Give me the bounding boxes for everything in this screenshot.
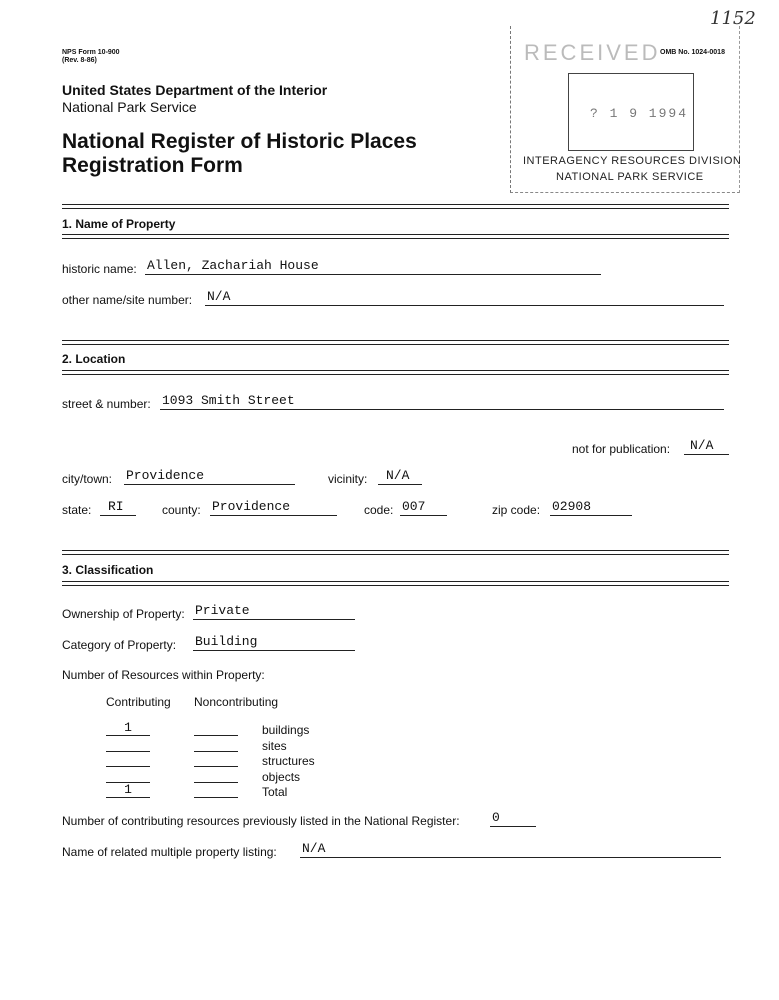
other-name-value: N/A <box>207 289 231 304</box>
department-name: United States Department of the Interior <box>62 82 328 98</box>
category-value: Building <box>195 634 258 649</box>
noncontributing-sites-field[interactable] <box>194 737 238 752</box>
resource-label-total: Total <box>262 785 288 799</box>
section-divider <box>62 581 729 586</box>
contributing-header: Contributing <box>106 695 171 709</box>
resource-label-structures: structures <box>262 754 315 768</box>
city-label: city/town: <box>62 472 113 486</box>
code-label: code: <box>364 503 394 517</box>
category-field[interactable] <box>193 634 355 651</box>
section-divider <box>62 340 729 345</box>
noncontributing-objects-field[interactable] <box>194 768 238 783</box>
contributing-buildings-field[interactable] <box>106 721 150 736</box>
vicinity-value: N/A <box>386 468 410 483</box>
historic-name-field[interactable] <box>145 258 601 275</box>
contributing-total-value: 1 <box>124 782 132 797</box>
multiple-listing-value: N/A <box>302 841 326 856</box>
omb-number: OMB No. 1024-0018 <box>660 49 725 56</box>
noncontributing-buildings-field[interactable] <box>194 721 238 736</box>
code-value: 007 <box>402 499 426 514</box>
city-value: Providence <box>126 468 205 483</box>
form-revision: (Rev. 8-86) <box>62 57 97 64</box>
state-label: state: <box>62 503 92 517</box>
ownership-value: Private <box>195 603 250 618</box>
stamp-received-text: RECEIVED <box>524 40 661 65</box>
state-value: RI <box>108 499 124 514</box>
agency-name: National Park Service <box>62 99 197 115</box>
state-field[interactable] <box>100 499 136 516</box>
contributing-objects-field[interactable] <box>106 768 150 783</box>
ownership-label: Ownership of Property: <box>62 607 185 621</box>
city-field[interactable] <box>124 468 295 485</box>
historic-name-label: historic name: <box>62 262 137 276</box>
code-field[interactable] <box>400 499 447 516</box>
multiple-listing-label: Name of related multiple property listing: <box>62 845 277 859</box>
category-label: Category of Property: <box>62 638 177 652</box>
previously-listed-label: Number of contributing resources previously listed in the National Register: <box>62 814 460 828</box>
resource-label-sites: sites <box>262 739 287 753</box>
form-subtitle: Registration Form <box>62 154 243 177</box>
noncontributing-structures-field[interactable] <box>194 752 238 767</box>
previously-listed-field[interactable] <box>490 810 536 827</box>
previously-listed-value: 0 <box>492 810 500 825</box>
street-value: 1093 Smith Street <box>162 393 295 408</box>
section-divider <box>62 370 729 375</box>
ownership-field[interactable] <box>193 603 355 620</box>
not-for-publication-value: N/A <box>690 438 714 453</box>
noncontributing-header: Noncontributing <box>194 695 279 709</box>
resources-label: Number of Resources within Property: <box>62 668 265 682</box>
resource-label-buildings: buildings <box>262 723 310 737</box>
historic-name-value: Allen, Zachariah House <box>147 258 319 273</box>
section-divider <box>62 550 729 555</box>
contributing-sites-field[interactable] <box>106 737 150 752</box>
handwritten-number: 1152 <box>710 8 756 29</box>
zip-label: zip code: <box>492 503 541 517</box>
section-divider <box>62 204 729 209</box>
stamp-date: ? 1 9 1994 <box>590 106 689 121</box>
county-label: county: <box>162 503 201 517</box>
contributing-structures-field[interactable] <box>106 752 150 767</box>
noncontributing-total-field[interactable] <box>194 783 238 798</box>
other-name-label: other name/site number: <box>62 293 193 307</box>
resource-label-objects: objects <box>262 770 301 784</box>
section-1-heading: 1. Name of Property <box>62 217 176 231</box>
form-number: NPS Form 10-900 <box>62 49 120 56</box>
not-for-publication-label: not for publication: <box>572 442 671 456</box>
other-name-field[interactable] <box>205 289 724 306</box>
stamp-agency: NATIONAL PARK SERVICE <box>556 171 704 183</box>
multiple-listing-field[interactable] <box>300 841 721 858</box>
street-field[interactable] <box>160 393 724 410</box>
contributing-buildings-value: 1 <box>124 720 132 735</box>
county-value: Providence <box>212 499 291 514</box>
zip-field[interactable] <box>550 499 632 516</box>
contributing-total-field[interactable] <box>106 783 150 798</box>
stamp-division: INTERAGENCY RESOURCES DIVISION <box>523 155 742 167</box>
zip-value: 02908 <box>552 499 592 514</box>
section-2-heading: 2. Location <box>62 352 126 366</box>
county-field[interactable] <box>210 499 337 516</box>
form-title: National Register of Historic Places <box>62 130 417 153</box>
section-divider <box>62 234 729 239</box>
section-3-heading: 3. Classification <box>62 563 154 577</box>
street-label: street & number: <box>62 397 151 411</box>
vicinity-label: vicinity: <box>328 472 368 486</box>
vicinity-field[interactable] <box>378 468 422 485</box>
not-for-publication-field[interactable] <box>684 438 729 455</box>
